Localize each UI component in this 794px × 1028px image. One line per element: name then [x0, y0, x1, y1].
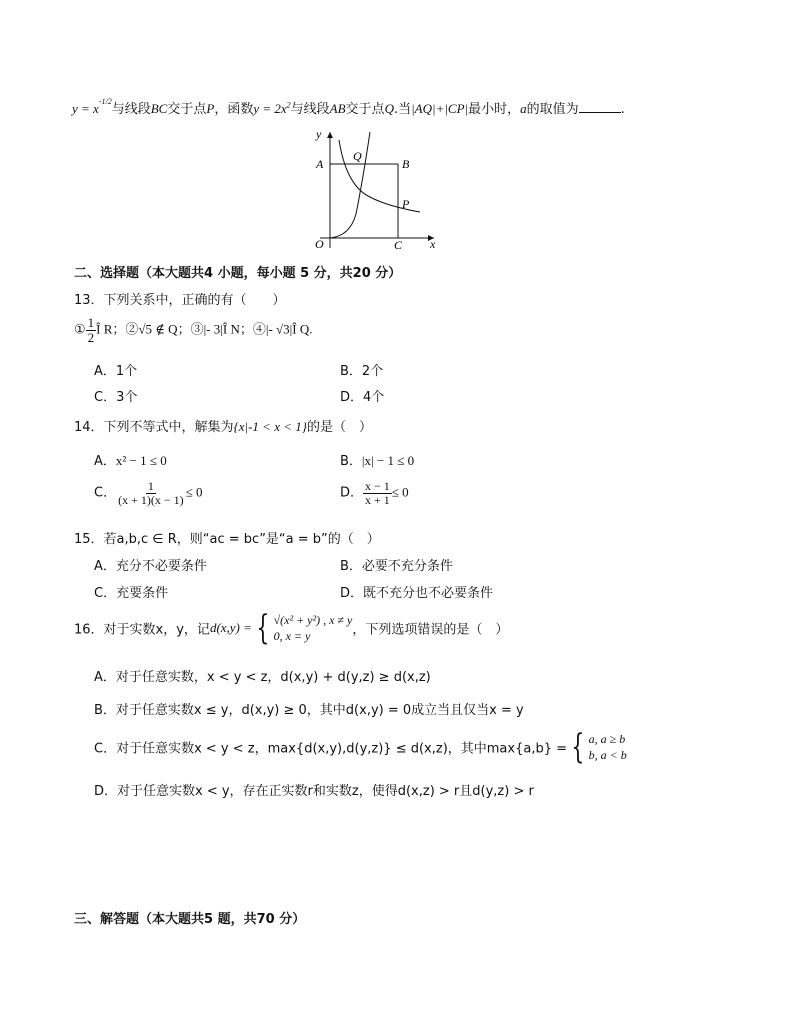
- option-label: B．: [340, 454, 362, 469]
- text-segment: 交于点: [167, 102, 207, 117]
- q15-option-b[interactable]: B．必要不充分条件: [340, 559, 453, 574]
- q15-option-a[interactable]: A．充分不必要条件: [94, 559, 207, 574]
- distance-expression: |AQ|+|CP|: [411, 101, 469, 116]
- q14-stem-tail: 的是（ ）: [306, 420, 372, 435]
- text-segment: 最小时，: [468, 102, 521, 117]
- case-1: √(x² + y²) , x ≠ y: [273, 613, 353, 627]
- point-p: P: [206, 101, 215, 116]
- question-13-stem: 13．下列关系中，正确的有（ ）: [74, 293, 286, 308]
- function-2-exponent: 2: [286, 100, 291, 110]
- item-1-text: Î R；②: [96, 321, 139, 337]
- q13-option-b[interactable]: B．2个: [340, 364, 384, 379]
- q14-option-a[interactable]: [94, 450, 167, 469]
- question-14-stem: [74, 416, 372, 435]
- text-segment: 与线段: [111, 102, 151, 117]
- label-c: C: [394, 238, 403, 252]
- text-segment: ，函数: [214, 102, 254, 117]
- question-15-stem: 15．若a,b,c ∈ R，则“ac = bc”是“a = b”的（ ）: [74, 532, 380, 547]
- piecewise-cases: [274, 612, 353, 644]
- option-expression: |x| − 1 ≤ 0: [361, 453, 415, 468]
- max-cases: [589, 731, 627, 763]
- fraction-numerator: 1: [147, 479, 154, 493]
- option-expression: x² − 1 ≤ 0: [115, 453, 167, 468]
- text-segment: .当: [393, 102, 412, 117]
- option-fraction: [116, 480, 186, 506]
- text-segment: 的取值为: [526, 102, 579, 117]
- case-2: b, a < b: [588, 748, 627, 763]
- q14-option-c[interactable]: [94, 480, 203, 506]
- option-label: C．: [94, 485, 117, 501]
- item-4-text: |- √3|Î Q.: [265, 321, 313, 337]
- q14-stem-text: 14．下列不等式中，解集为: [74, 420, 234, 435]
- fraction-denominator: (x + 1)(x − 1): [118, 492, 184, 507]
- fraction-denominator: x + 1: [365, 492, 390, 507]
- text-segment: 与线段: [290, 102, 330, 117]
- label-x: x: [430, 237, 436, 251]
- segment-bc: BC: [150, 101, 168, 116]
- q13-option-d[interactable]: D．4个: [340, 390, 385, 405]
- section-2-title: 二、选择题（本大题共4 小题，每小题 5 分，共20 分）: [74, 266, 402, 281]
- function-1-exponent: -1/2: [98, 96, 112, 106]
- q16-option-d[interactable]: D．对于任意实数x < y，存在正实数r和实数z，使得d(x,z) > r且d(y,z) > r: [94, 784, 534, 799]
- case-1: a, a ≥ b: [588, 732, 626, 746]
- point-q: Q: [384, 101, 394, 116]
- label-q: Q: [353, 149, 362, 163]
- label-y: y: [316, 127, 322, 141]
- fraction-denominator: 2: [87, 329, 95, 345]
- q16-d-definition: d(x,y) =: [209, 620, 252, 636]
- segment-ab: AB: [329, 101, 346, 116]
- item-3-text: |- 3|Î N；④: [203, 321, 266, 337]
- coordinate-figure: [306, 124, 446, 252]
- function-1: y = x: [72, 101, 99, 116]
- option-tail: ≤ 0: [391, 484, 409, 500]
- option-label: A．: [94, 454, 116, 469]
- q13-option-c[interactable]: C．3个: [94, 390, 138, 405]
- q15-option-c[interactable]: C．充要条件: [94, 586, 169, 601]
- label-p: P: [402, 197, 410, 211]
- option-tail: ≤ 0: [185, 484, 203, 500]
- q16-option-b[interactable]: B．对于任意实数x ≤ y，d(x,y) ≥ 0，其中d(x,y) = 0成立当且仅当x = y: [94, 703, 524, 718]
- option-label: D．: [340, 485, 364, 501]
- fraction-numerator: x − 1: [365, 479, 390, 493]
- parabola-curve: [330, 132, 370, 238]
- q14-option-d[interactable]: [340, 480, 409, 506]
- label-b: B: [402, 157, 410, 171]
- q15-option-d[interactable]: D．既不充分也不必要条件: [340, 586, 494, 601]
- fraction-numerator: 1: [87, 315, 95, 330]
- label-o: O: [315, 237, 324, 251]
- section-3-title: 三、解答题（本大题共5 题，共70 分）: [74, 912, 306, 927]
- case-2: 0, x = y: [273, 629, 311, 644]
- q14-solution-set: {x|-1 < x < 1}: [233, 419, 307, 434]
- q16-option-c-text: C．对于任意实数x < y < z，max{d(x,y),d(y,z)} ≤ d(x,z)，其中max{a,b} =: [94, 741, 568, 757]
- item-1-marker: ①: [74, 322, 86, 338]
- answer-blank[interactable]: [579, 101, 621, 113]
- q16-option-c[interactable]: [94, 726, 627, 767]
- question-16-stem: [74, 607, 509, 648]
- option-fraction: [363, 480, 392, 506]
- brace-symbol: {: [571, 726, 585, 767]
- brace-symbol: {: [256, 607, 270, 648]
- problem-12-continuation: [72, 98, 625, 117]
- question-13-items: [74, 316, 312, 344]
- item-2-text: √5 ∉ Q；③: [138, 321, 204, 337]
- q16-stem-text: 16．对于实数x，y，记: [74, 622, 210, 638]
- function-2: y = 2x: [253, 101, 287, 116]
- fraction-one-half: [86, 316, 97, 344]
- text-segment: 交于点: [345, 102, 385, 117]
- y-axis-arrow: [327, 132, 333, 138]
- variable-a: a: [520, 101, 527, 116]
- q16-option-a[interactable]: A．对于任意实数，x < y < z，d(x,y) + d(y,z) ≥ d(x,z): [94, 670, 431, 685]
- label-a: A: [316, 157, 324, 171]
- q13-option-a[interactable]: A．1个: [94, 364, 138, 379]
- text-segment: .: [620, 102, 625, 117]
- q16-stem-tail: ，下列选项错误的是（ ）: [352, 622, 509, 638]
- q14-option-b[interactable]: [340, 450, 414, 469]
